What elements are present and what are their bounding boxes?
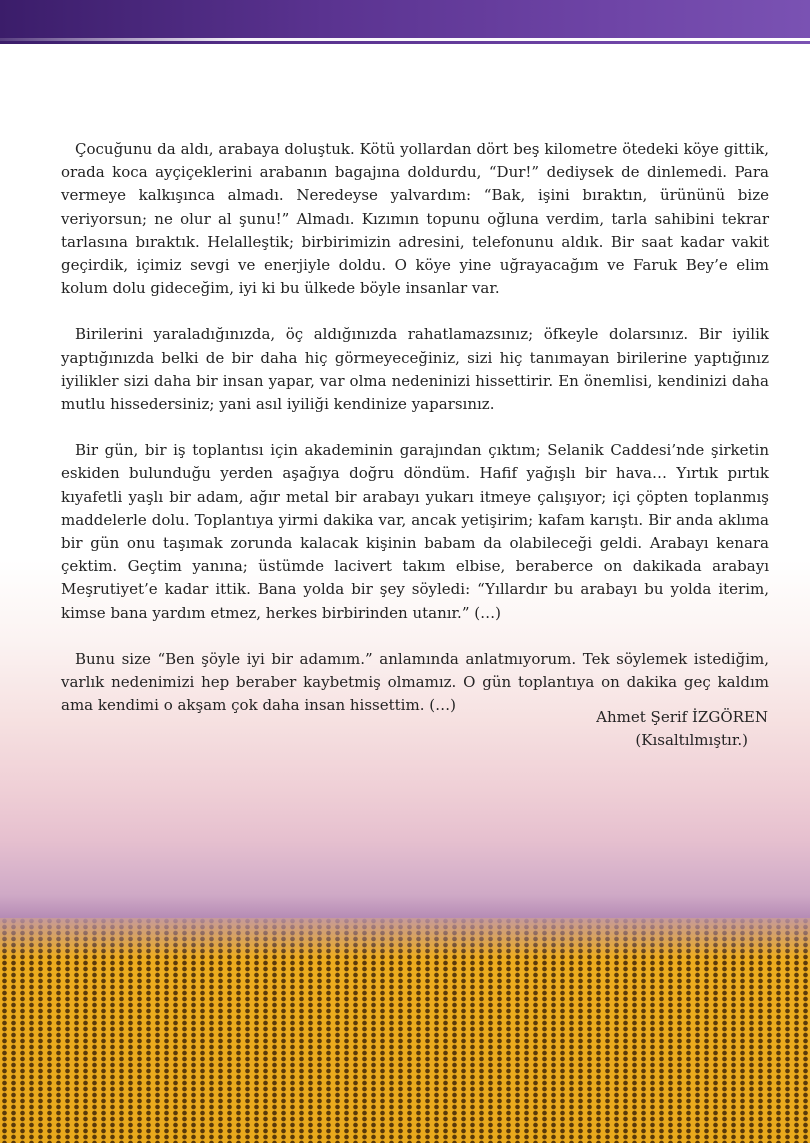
header-divider-line xyxy=(0,38,810,41)
author-name: Ahmet Şerif İZGÖREN xyxy=(596,708,768,726)
paragraph: Birilerini yaraladığınızda, öç aldığınızda rahatlamazsınız; öfkeyle dolarsınız. Bir iyilik yaptığınızda belki de bir daha hiç görmeyeceğiniz, sizi hiç tanımayan birilerine yaptığınız iyilikler sizi daha bir insan yapar, var olma nedeninizi hissettirir. En önemlisi, kendinizi daha mutlu hissedersiniz; yani asıl iyiliği kendinize yaparsınız. xyxy=(61,325,769,414)
paragraph: Çocuğunu da aldı, arabaya doluştuk. Kötü yollardan dört beş kilometre ötedeki köye gittik, orada koca ayçiçeklerini arabanın bagajına doldurdu, “Dur!” dediysek de dinlemedi. Para vermeye kalkışınca almadı. Neredeyse yalvardım: “Bak, işini bıraktın, ürününü bize veriyorsun; ne olur al şunu!” Almadı. Kızımın topunu oğluna verdim, tarla sahibini tekrar tarlasına bıraktık. Helalleştik; birbirimizin adresini, telefonunu aldık. Bir saat kadar vakit geçirdik, içimiz sevgi ve enerjiyle doldu. O köye yine uğrayacağım ve Faruk Bey’e elim kolum dolu gideceğim, iyi ki bu ülkede böyle insanlar var. xyxy=(61,140,769,298)
sunflower-field-image xyxy=(0,918,810,1143)
paragraph: Bir gün, bir iş toplantısı için akademinin garajından çıktım; Selanik Caddesi’nde şirketin eskiden bulunduğu yerden aşağıya doğru döndüm. Hafif yağışlı bir hava… Yırtık pırtık kıyafetli yaşlı bir adam, ağır metal bir arabayı yukarı itmeye çalışıyor; içi çöpten toplanmış maddelerle dolu. Toplantıya yirmi dakika var, ancak yetişirim; kafam karıştı. Bir anda aklıma bir gün onu taşımak zorunda kalacak kişinin babam da olabileceği geldi. Arabayı kenara çektim. Geçtim yanına; üstümde lacivert takım elbise, beraberce on dakikada arabayı Meşrutiyet’e kadar ittik. Bana yolda bir şey söyledi: “Yıllardır bu arabayı bu yolda iterim, kimse bana yardım etmez, herkes birbirinden utanır.” (…) xyxy=(61,441,769,622)
paragraph: Bunu size “Ben şöyle iyi bir adamım.” anlamında anlatmıyorum. Tek söylemek istediğim, varlık nedenimizi hep beraber kaybetmiş olmamız. O gün toplantıya on dakika geç kaldım ama kendimi o akşam çok daha insan hissettim. (…) xyxy=(61,649,769,715)
article-body xyxy=(61,138,769,740)
abridged-note: (Kısaltılmıştır.) xyxy=(635,731,748,749)
signature-block xyxy=(508,706,768,752)
horizon-haze xyxy=(0,918,810,958)
